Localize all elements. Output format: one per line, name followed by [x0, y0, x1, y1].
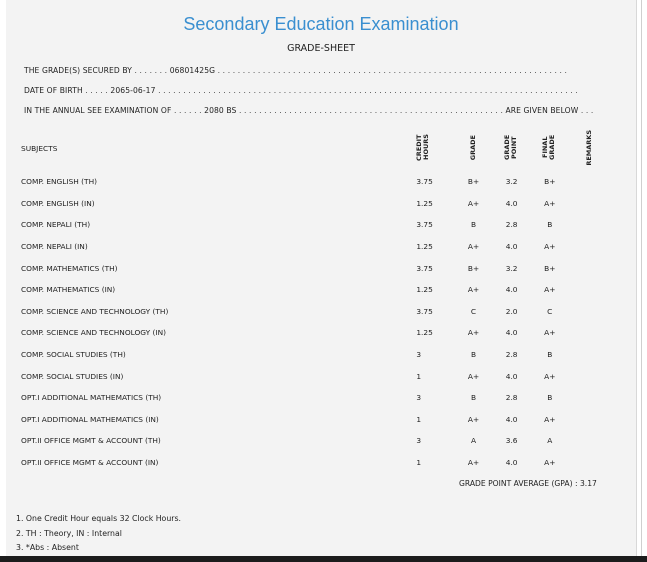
dot-leader: . . . . . . .	[134, 66, 170, 75]
remarks-cell	[569, 257, 611, 279]
table-row	[16, 365, 611, 387]
dob-line	[24, 86, 578, 95]
grade-cell: A+	[467, 198, 480, 208]
subject-cell: COMP. ENGLISH (TH)	[21, 177, 98, 187]
grade-cell: A+	[467, 371, 480, 381]
exam-line	[24, 106, 593, 115]
grade-point-cell: 3.2	[505, 177, 518, 187]
final-grade-cell: A+	[544, 458, 556, 468]
table-row	[16, 344, 611, 366]
grade-point-cell: 4.0	[505, 242, 518, 252]
table-row	[16, 279, 611, 301]
subject-cell: COMP. SOCIAL STUDIES (TH)	[21, 350, 126, 360]
table-row	[16, 214, 611, 236]
subject-cell: COMP. NEPALI (IN)	[21, 242, 88, 252]
remarks-cell	[569, 452, 611, 474]
table-row	[16, 452, 611, 474]
subject-cell: COMP. MATHEMATICS (TH)	[21, 263, 118, 273]
dot-leader: . . . . . . . . . . . . . . . . . . . . . . . . . . . . . . . . . . . . . . . . . . . . . . . . . . . . . . . . . . . . . . . . . . . . . . . . . . . . . . . . . . . .	[158, 86, 578, 95]
table-row	[16, 322, 611, 344]
credit-hours-cell: 3.75	[416, 177, 433, 187]
subject-cell: OPT.II OFFICE MGMT & ACCOUNT (IN)	[21, 458, 159, 468]
subject-cell: COMP. SCIENCE AND TECHNOLOGY (IN)	[21, 328, 167, 338]
credit-hours-cell: 3.75	[416, 306, 433, 316]
grade-point-cell: 2.8	[505, 393, 518, 403]
table-row	[16, 409, 611, 431]
credit-hours-cell: 1.25	[416, 328, 433, 338]
subject-cell: COMP. MATHEMATICS (IN)	[21, 285, 116, 295]
table-row	[16, 171, 611, 193]
header-credit-hours: CREDIT HOURS	[415, 134, 431, 161]
credit-hours-cell: 3	[416, 393, 422, 403]
header-subjects: SUBJECTS	[21, 144, 58, 153]
table-row	[16, 236, 611, 258]
final-grade-cell: A+	[544, 371, 556, 381]
remarks-cell	[569, 193, 611, 215]
final-grade-cell: C	[547, 306, 553, 316]
subject-cell: COMP. NEPALI (TH)	[21, 220, 91, 230]
grade-cell: A+	[467, 414, 480, 424]
table-header-row	[16, 126, 611, 171]
remarks-cell	[569, 322, 611, 344]
dot-leader: . . . . . .	[173, 106, 205, 115]
final-grade-cell: B	[547, 220, 553, 230]
remarks-cell	[569, 365, 611, 387]
grade-point-cell: 2.8	[505, 220, 518, 230]
credit-hours-cell: 1	[416, 414, 422, 424]
final-grade-cell: B	[547, 393, 553, 403]
remarks-cell	[569, 301, 611, 323]
dot-leader: . . .	[580, 106, 594, 115]
credit-hours-cell: 3.75	[416, 220, 433, 230]
credit-hours-cell: 1.25	[416, 242, 433, 252]
exam-label: IN THE ANNUAL SEE EXAMINATION OF	[24, 106, 172, 115]
final-grade-cell: A+	[544, 198, 556, 208]
exam-title: Secondary Education Examination	[183, 14, 459, 34]
dob-value: 2065-06-17	[110, 86, 156, 95]
final-grade-cell: A	[547, 436, 553, 446]
given-below-label: ARE GIVEN BELOW	[505, 106, 579, 115]
remarks-cell	[569, 430, 611, 452]
grade-point-cell: 3.6	[505, 436, 518, 446]
grade-cell: B	[470, 350, 477, 360]
secured-by-line	[24, 66, 567, 75]
credit-hours-cell: 3	[416, 350, 422, 360]
credit-hours-cell: 1	[416, 458, 422, 468]
table-row	[16, 387, 611, 409]
grade-sheet	[6, 0, 637, 556]
grades-table	[16, 126, 611, 473]
grade-point-cell: 3.2	[505, 263, 518, 273]
subject-cell: COMP. SOCIAL STUDIES (IN)	[21, 371, 124, 381]
page-edge	[641, 0, 642, 556]
remarks-cell	[569, 344, 611, 366]
remarks-cell	[569, 236, 611, 258]
remarks-cell	[569, 214, 611, 236]
grade-point-cell: 4.0	[505, 328, 518, 338]
grade-point-cell: 4.0	[505, 458, 518, 468]
grade-cell: A	[470, 436, 477, 446]
grade-cell: A+	[467, 458, 480, 468]
remarks-cell	[569, 279, 611, 301]
subject-cell: OPT.I ADDITIONAL MATHEMATICS (IN)	[21, 414, 159, 424]
final-grade-cell: A+	[544, 242, 556, 252]
grade-cell: A+	[467, 328, 480, 338]
table-row	[16, 193, 611, 215]
dot-leader: . . . . . . . . . . . . . . . . . . . . . . . . . . . . . . . . . . . . . . . . . . . . . . . . . . . . .	[239, 106, 506, 115]
symbol-number: 06801425G	[169, 66, 216, 75]
table-row	[16, 430, 611, 452]
credit-hours-cell: 3.75	[416, 263, 433, 273]
grade-cell: B+	[467, 177, 480, 187]
final-grade-cell: A+	[544, 285, 556, 295]
grade-point-cell: 4.0	[505, 414, 518, 424]
credit-hours-cell: 3	[416, 436, 422, 446]
grade-cell: A+	[467, 285, 480, 295]
footnote: 1. One Credit Hour equals 32 Clock Hours.	[16, 514, 182, 523]
table-row	[16, 257, 611, 279]
grade-point-cell: 4.0	[505, 285, 518, 295]
remarks-cell	[569, 409, 611, 431]
dot-leader: . . . . .	[85, 86, 111, 95]
grade-cell: B+	[467, 263, 480, 273]
final-grade-cell: B	[547, 350, 553, 360]
grades-table-body	[16, 171, 611, 473]
grade-cell: B	[470, 393, 477, 403]
secured-by-label: THE GRADE(S) SECURED BY	[24, 66, 132, 75]
final-grade-cell: A+	[544, 414, 556, 424]
exam-year: 2080 BS	[204, 106, 237, 115]
gpa-summary: GRADE POINT AVERAGE (GPA) : 3.17	[459, 479, 597, 488]
credit-hours-cell: 1	[416, 371, 422, 381]
grade-cell: C	[470, 306, 477, 316]
grade-point-cell: 4.0	[505, 198, 518, 208]
grade-sheet-heading: GRADE-SHEET	[287, 43, 355, 54]
table-row	[16, 301, 611, 323]
footnote: 2. TH : Theory, IN : Internal	[16, 528, 122, 538]
final-grade-cell: A+	[544, 328, 556, 338]
final-grade-cell: B+	[544, 263, 556, 273]
grade-cell: B	[470, 220, 477, 230]
header-grade-point: GRADE POINT	[502, 134, 518, 161]
subject-cell: COMP. ENGLISH (IN)	[21, 198, 95, 208]
header-grade: GRADE	[469, 134, 478, 161]
subject-cell: OPT.I ADDITIONAL MATHEMATICS (TH)	[21, 393, 162, 403]
grade-point-cell: 4.0	[505, 371, 518, 381]
credit-hours-cell: 1.25	[416, 285, 433, 295]
subject-cell: COMP. SCIENCE AND TECHNOLOGY (TH)	[21, 306, 169, 316]
dot-leader: . . . . . . . . . . . . . . . . . . . . . . . . . . . . . . . . . . . . . . . . . . . . . . . . . . . . . . . . . . . . . . . . . . . . . .	[217, 66, 568, 75]
header-final-grade: FINAL GRADE	[540, 134, 556, 161]
final-grade-cell: B+	[544, 177, 556, 187]
bottom-bar	[0, 556, 647, 562]
remarks-cell	[569, 171, 611, 193]
footnotes	[16, 512, 181, 556]
header-remarks: REMARKS	[585, 129, 594, 166]
footnote: 3. *Abs : Absent	[16, 543, 79, 553]
remarks-cell	[569, 387, 611, 409]
subject-cell: OPT.II OFFICE MGMT & ACCOUNT (TH)	[21, 436, 161, 446]
grade-point-cell: 2.0	[505, 306, 518, 316]
credit-hours-cell: 1.25	[416, 198, 433, 208]
grade-cell: A+	[467, 242, 480, 252]
dob-label: DATE OF BIRTH	[24, 86, 83, 95]
grade-point-cell: 2.8	[505, 350, 518, 360]
